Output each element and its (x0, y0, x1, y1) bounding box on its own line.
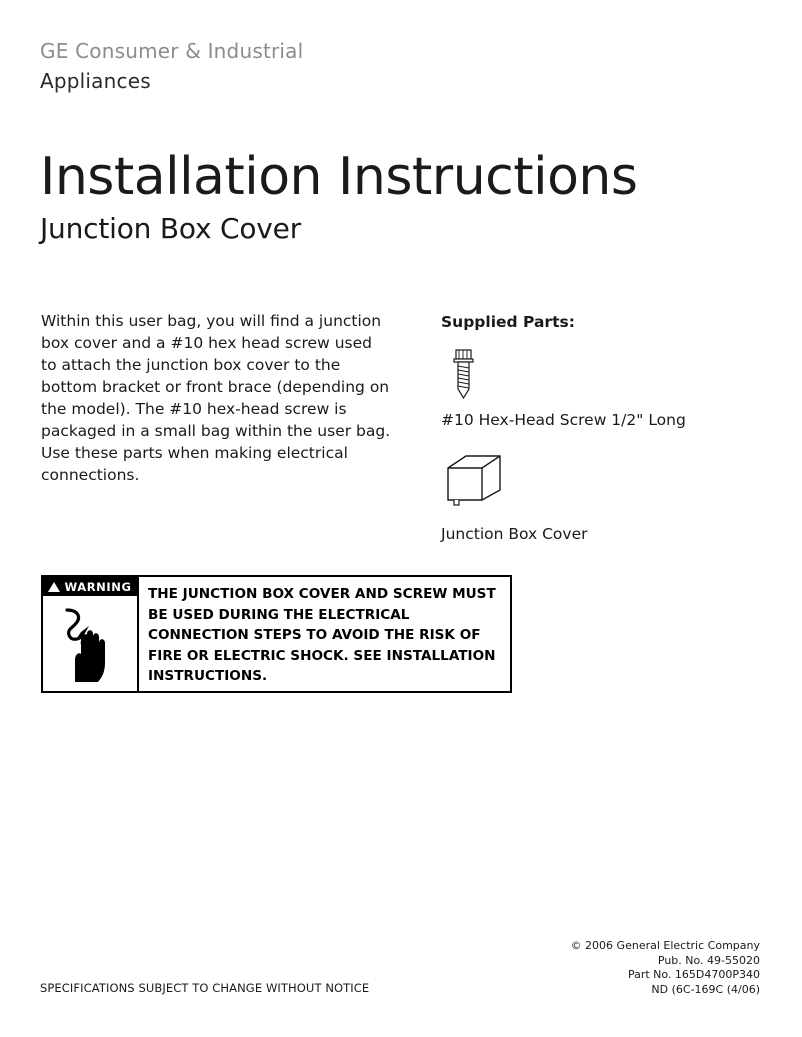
brand-line-appliances: Appliances (40, 69, 151, 93)
screw-icon (446, 348, 486, 406)
warning-text: THE JUNCTION BOX COVER AND SCREW MUST BE USED DURING THE ELECTRICAL CONNECTION STEPS TO AVOID THE RISK OF FIRE OR ELECTRIC SHOCK. SEE INSTALLATION INSTRUCTIONS. (148, 586, 496, 684)
supplied-parts-heading: Supplied Parts: (441, 313, 575, 331)
footer-publication-info (571, 939, 760, 997)
warning-banner (43, 577, 137, 596)
junction-box-cover-icon (444, 452, 514, 508)
warning-box (41, 575, 512, 693)
brand-line-consumer-industrial: GE Consumer & Industrial (40, 39, 304, 63)
title-block (40, 148, 740, 246)
footer-nd-code: ND (6C-169C (4/06) (651, 982, 760, 996)
supplied-parts-section (441, 312, 771, 544)
page-title: Installation Instructions (40, 147, 638, 207)
warning-triangle-icon (48, 582, 60, 592)
supplied-part-label-cover: Junction Box Cover (441, 525, 588, 543)
electric-shock-icon (43, 596, 137, 691)
brand-header (40, 38, 640, 94)
footer-copyright: © 2006 General Electric Company (570, 939, 760, 952)
supplied-part-label-screw: #10 Hex-Head Screw 1/2" Long (441, 411, 686, 429)
page-subtitle: Junction Box Cover (40, 212, 302, 245)
warning-icon-panel (43, 577, 139, 691)
footer-part-no: Part No. 165D4700P340 (627, 968, 760, 981)
footer-specifications-note: SPECIFICATIONS SUBJECT TO CHANGE WITHOUT NOTICE (40, 981, 370, 995)
footer-pub-no: Pub. No. 49-55020 (657, 953, 760, 967)
warning-banner-label: WARNING (64, 579, 132, 594)
intro-paragraph: Within this user bag, you will find a junction box cover and a #10 hex head screw used to attach the junction box cover to the bottom bracket or front brace (depending on the model). The #10 hex-head screw is packaged in a small bag within the user bag. Use these parts when making electrical connections. (41, 312, 391, 484)
